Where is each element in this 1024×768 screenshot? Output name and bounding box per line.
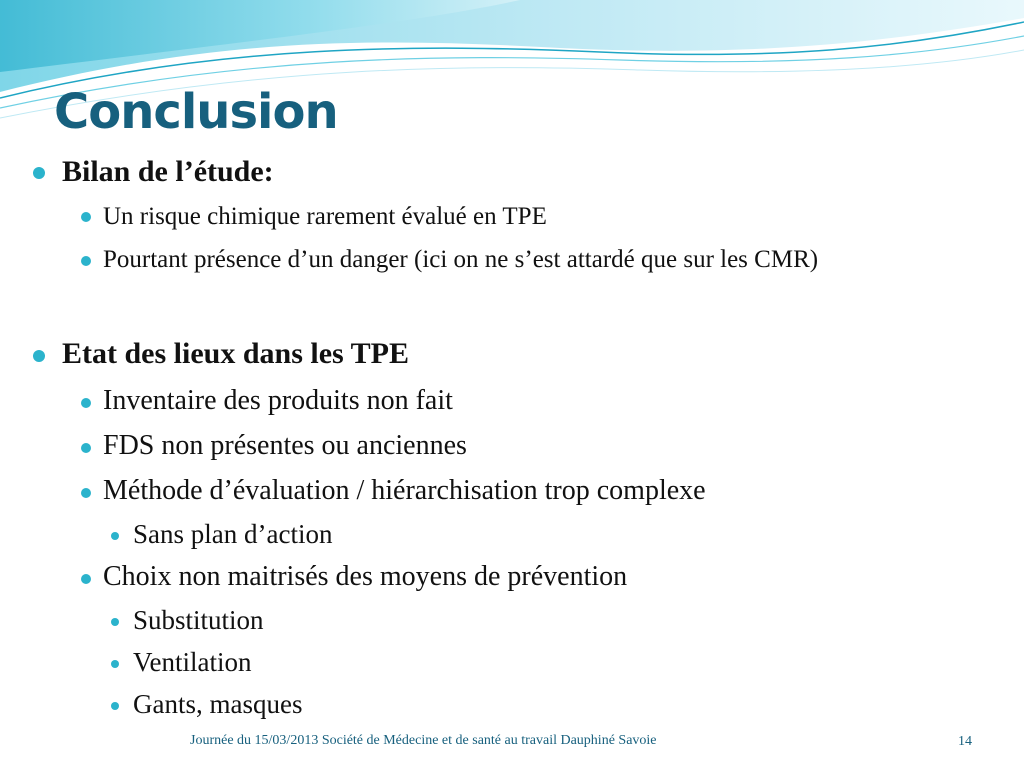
list-item: Choix non maitrisés des moyens de prévention: [103, 561, 628, 592]
section-heading: Etat des lieux dans les TPE: [62, 337, 410, 370]
list-item: Un risque chimique rarement évalué en TPE: [103, 203, 547, 230]
bullet-icon: [111, 660, 119, 668]
list-item: Méthode d’évaluation / hiérarchisation trop complexe: [103, 475, 706, 506]
bullet-icon: [81, 256, 91, 266]
bullet-icon: [81, 398, 91, 408]
slide-title: Conclusion: [54, 84, 338, 140]
bullet-icon: [81, 574, 91, 584]
sub-list-item: Substitution: [133, 605, 264, 635]
slide-footer: Journée du 15/03/2013 Société de Médecine et de santé au travail Dauphiné Savoie: [190, 733, 657, 748]
bullet-icon: [33, 167, 45, 179]
list-item: Pourtant présence d’un danger (ici on ne s’est attardé que sur les CMR): [103, 246, 819, 273]
bullet-icon: [111, 618, 119, 626]
bullet-icon: [33, 350, 45, 362]
section-heading: Bilan de l’étude:: [62, 155, 274, 188]
bullet-icon: [81, 443, 91, 453]
sub-list-item: Ventilation: [133, 647, 252, 677]
list-item: Inventaire des produits non fait: [103, 385, 453, 416]
sub-list-item: Gants, masques: [133, 689, 303, 719]
page-number: 14: [958, 734, 972, 749]
list-item: FDS non présentes ou anciennes: [103, 430, 467, 461]
bullet-icon: [111, 532, 119, 540]
bullet-icon: [81, 488, 91, 498]
bullet-icon: [81, 212, 91, 222]
bullet-icon: [111, 702, 119, 710]
sub-list-item: Sans plan d’action: [133, 519, 333, 549]
